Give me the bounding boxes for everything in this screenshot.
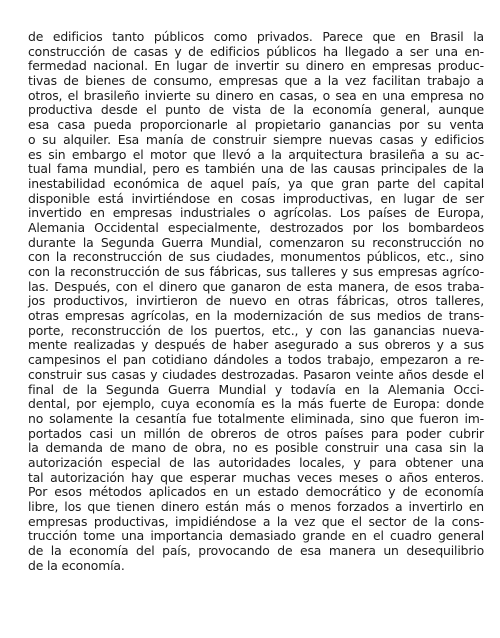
- text-line: construir sus casas y ciudades destrozadas. Pasaron veinte años desde el: [28, 366, 484, 382]
- text-line: tual fama mundial, pero es también una de las causas principales de la: [28, 161, 484, 177]
- text-line: inestabilidad económica de aquel país, ya que gran parte del capital: [28, 175, 484, 191]
- text-line: campesinos el pan cotidiano dándoles a todos trabajo, empezaron a re-: [28, 352, 484, 368]
- text-line: o su alquiler. Esa manía de construir siempre nuevas casas y edificios: [28, 131, 484, 147]
- text-line: portados casi un millón de obreros de otros países para poder cubrir: [28, 425, 484, 441]
- text-line: dental, por ejemplo, cuya economía es la más fuerte de Europa: donde: [28, 396, 484, 412]
- text-line: porte, reconstrucción de los puertos, etc., y con las ganancias nueva-: [28, 322, 484, 338]
- text-line: final de la Segunda Guerra Mundial y todavía en la Alemania Occi-: [28, 381, 484, 397]
- text-line: tal autorización hay que esperar muchas veces meses o años enteros.: [28, 469, 484, 485]
- text-line: de la economía del país, provocando de esa manera un desequilibrio: [28, 543, 484, 559]
- text-line: con la reconstrucción de sus ciudades, monumentos públicos, etc., sino: [28, 249, 484, 265]
- text-line: esa casa pueda proporcionarle al propietario ganancias por su venta: [28, 117, 484, 133]
- text-line: autorización especial de las autoridades locales, y para obtener una: [28, 454, 484, 470]
- text-line: fermedad nacional. En lugar de invertir su dinero en empresas produc-: [28, 58, 484, 74]
- text-line: jos productivos, invirtieron de nuevo en otras fábricas, otros talleres,: [28, 293, 484, 309]
- text-line: mente realizadas y después de haber asegurado a sus obreros y a sus: [28, 337, 484, 353]
- text-line: trucción tome una importancia demasiado grande en el cuadro general: [28, 528, 484, 544]
- text-line: con la reconstrucción de sus fábricas, sus talleres y sus empresas agríco-: [28, 264, 484, 279]
- text-line: no solamente la cesantía fue totalmente eliminada, sino que fueron im-: [28, 410, 484, 426]
- text-line: invertido en empresas industriales o agrícolas. Los países de Europa,: [28, 205, 484, 221]
- text-line: productiva desde el punto de vista de la economía general, aunque: [28, 102, 484, 118]
- text-line: disponible está invirtiéndose en cosas improductivas, en lugar de ser: [28, 190, 484, 206]
- text-line: otros, el brasileño invierte su dinero en casas, o sea en una empresa no: [28, 87, 484, 103]
- text-line: es sin embargo el motor que llevó a la arquitectura brasileña a su ac-: [28, 146, 484, 162]
- text-line: las. Después, con el dinero que ganaron de esta manera, de esos traba-: [28, 278, 484, 294]
- text-line: tivas de bienes de consumo, empresas que a la vez facilitan trabajo a: [28, 73, 484, 89]
- text-line: de la economía.: [28, 557, 125, 573]
- text-line: de edificios tanto públicos como privados. Parece que en Brasil la: [28, 29, 484, 44]
- text-line: libre, los que tienen dinero están más o menos forzados a invertirlo en: [28, 499, 484, 514]
- text-line: otras empresas agrícolas, en la modernización de sus medios de trans-: [28, 308, 484, 324]
- text-line: la demanda de mano de obra, no es posible construir una casa sin la: [28, 440, 484, 456]
- text-line: empresas productivas, impidiéndose a la vez que el sector de la cons-: [28, 513, 484, 529]
- text-line: Alemania Occidental especialmente, destrozados por los bombardeos: [28, 219, 484, 235]
- text-line: Por esos métodos aplicados en un estado democrático y de economía: [28, 484, 484, 500]
- text-line: durante la Segunda Guerra Mundial, comenzaron su reconstrucción no: [28, 234, 484, 250]
- document-page: [28, 30, 484, 573]
- text-line: construcción de casas y de edificios públicos ha llegado a ser una en-: [28, 43, 484, 59]
